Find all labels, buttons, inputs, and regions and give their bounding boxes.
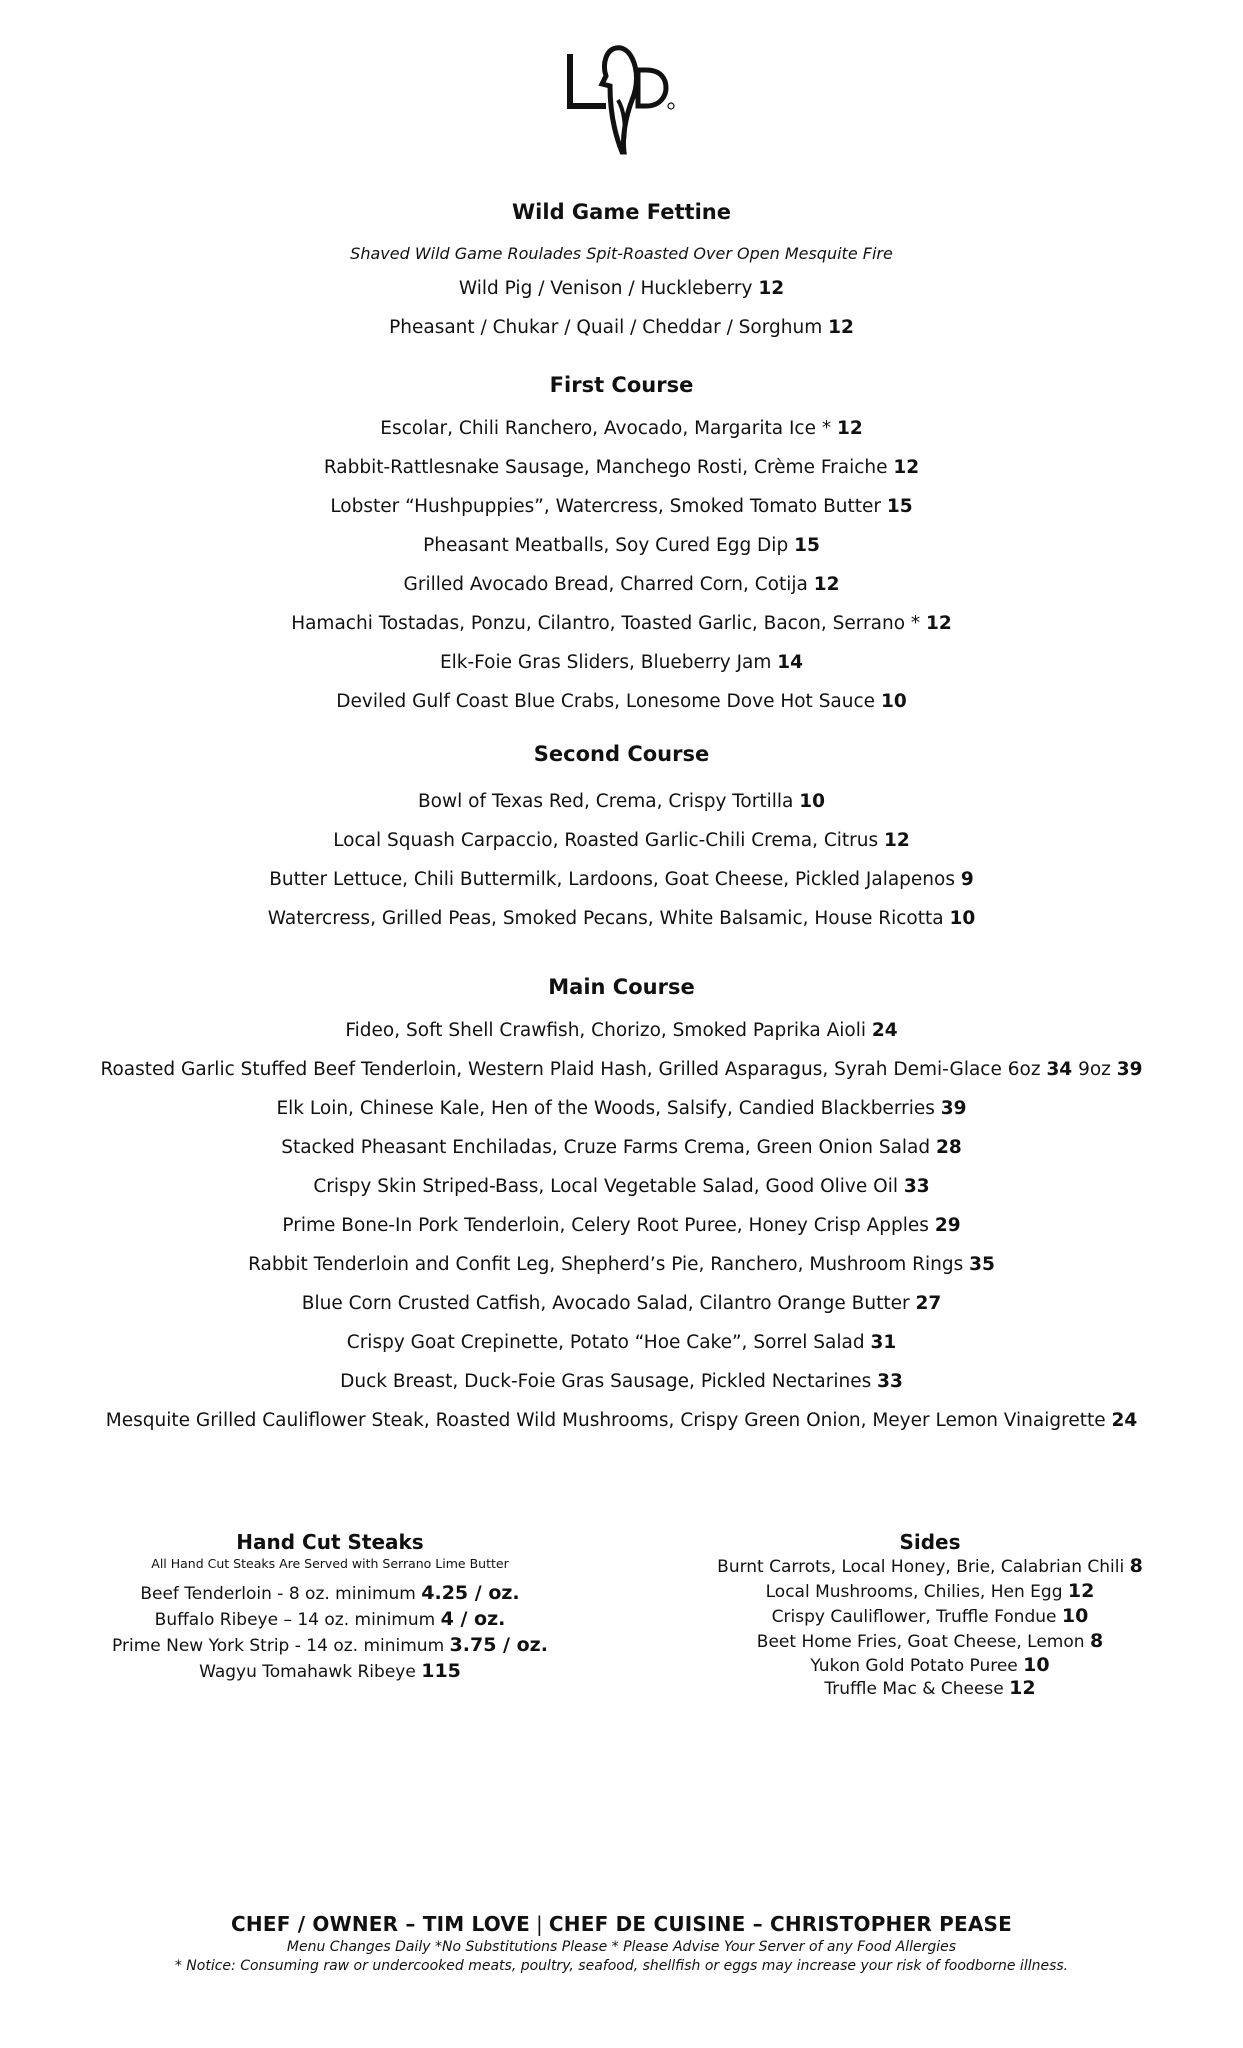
- second-course-section: [0, 742, 1243, 938]
- first-course-heading: First Course: [549, 373, 694, 397]
- menu-item: Deviled Gulf Coast Blue Crabs, Lonesome Dove Hot Sauce 10: [336, 691, 907, 712]
- steaks-section: [80, 1530, 580, 1685]
- health-notice: * Notice: Consuming raw or undercooked meats, poultry, seafood, shellfish or eggs may increase your risk of foodborne illness.: [174, 1958, 1069, 1974]
- fettine-section: [0, 200, 1243, 347]
- menu-item: Escolar, Chili Ranchero, Avocado, Margarita Ice * 12: [380, 418, 863, 439]
- fettine-heading: Wild Game Fettine: [512, 200, 731, 224]
- steaks-note: All Hand Cut Steaks Are Served with Serrano Lime Butter: [151, 1556, 509, 1571]
- lonesome-dove-bird-logo: [566, 40, 678, 160]
- menu-item: Grilled Avocado Bread, Charred Corn, Cotija 12: [403, 574, 840, 595]
- menu-item: Pheasant / Chukar / Quail / Cheddar / Sorghum 12: [389, 317, 854, 338]
- steak-item: Buffalo Ribeye – 14 oz. minimum 4 / oz.: [154, 1608, 506, 1630]
- footer: [0, 1912, 1243, 1976]
- main-course-section: [0, 975, 1243, 1440]
- side-item: Beet Home Fries, Goat Cheese, Lemon 8: [756, 1630, 1104, 1652]
- menu-item: Fideo, Soft Shell Crawfish, Chorizo, Smoked Paprika Aioli 24: [345, 1020, 898, 1041]
- menu-item: Butter Lettuce, Chili Buttermilk, Lardoons, Goat Cheese, Pickled Jalapenos 9: [269, 869, 974, 890]
- side-item: Yukon Gold Potato Puree 10: [810, 1654, 1050, 1676]
- menu-item: Local Squash Carpaccio, Roasted Garlic-Chili Crema, Citrus 12: [333, 830, 910, 851]
- first-course-section: [0, 373, 1243, 721]
- menu-item: Crispy Skin Striped-Bass, Local Vegetable Salad, Good Olive Oil 33: [313, 1176, 930, 1197]
- chef-credits: CHEF / OWNER – TIM LOVE | CHEF DE CUISINE – CHRISTOPHER PEASE: [231, 1912, 1012, 1936]
- menu-item: Wild Pig / Venison / Huckleberry 12: [458, 278, 785, 299]
- menu-item: Watercress, Grilled Peas, Smoked Pecans, White Balsamic, House Ricotta 10: [267, 908, 976, 929]
- menu-note: Menu Changes Daily *No Substitutions Please * Please Advise Your Server of any Food Allergies: [286, 1939, 957, 1955]
- menu-item: Roasted Garlic Stuffed Beef Tenderloin, Western Plaid Hash, Grilled Asparagus, Syrah Demi-Glace 6oz 34 9oz 39: [100, 1059, 1143, 1080]
- menu-item: Prime Bone-In Pork Tenderloin, Celery Root Puree, Honey Crisp Apples 29: [282, 1215, 961, 1236]
- menu-item: Rabbit Tenderloin and Confit Leg, Shepherd’s Pie, Ranchero, Mushroom Rings 35: [248, 1254, 995, 1275]
- menu-item: Blue Corn Crusted Catfish, Avocado Salad, Cilantro Orange Butter 27: [301, 1293, 942, 1314]
- side-item: Crispy Cauliflower, Truffle Fondue 10: [771, 1605, 1089, 1627]
- menu-item: Crispy Goat Crepinette, Potato “Hoe Cake”, Sorrel Salad 31: [346, 1332, 897, 1353]
- steak-item: Beef Tenderloin - 8 oz. minimum 4.25 / oz.: [140, 1582, 520, 1604]
- sides-section: [680, 1530, 1180, 1700]
- menu-item: Elk-Foie Gras Sliders, Blueberry Jam 14: [439, 652, 804, 673]
- steak-item: Prime New York Strip - 14 oz. minimum 3.75 / oz.: [112, 1634, 548, 1656]
- menu-item: Rabbit-Rattlesnake Sausage, Manchego Rosti, Crème Fraiche 12: [323, 457, 920, 478]
- menu-item: Lobster “Hushpuppies”, Watercress, Smoked Tomato Butter 15: [330, 496, 913, 517]
- steak-item: Wagyu Tomahawk Ribeye 115: [199, 1660, 461, 1682]
- fettine-subtitle: Shaved Wild Game Roulades Spit-Roasted Over Open Mesquite Fire: [350, 244, 893, 263]
- menu-item: Hamachi Tostadas, Ponzu, Cilantro, Toasted Garlic, Bacon, Serrano * 12: [291, 613, 952, 634]
- menu-item: Bowl of Texas Red, Crema, Crispy Tortilla 10: [417, 791, 826, 812]
- menu-item: Duck Breast, Duck-Foie Gras Sausage, Pickled Nectarines 33: [340, 1371, 903, 1392]
- menu-item: Pheasant Meatballs, Soy Cured Egg Dip 15: [423, 535, 820, 556]
- side-item: Local Mushrooms, Chilies, Hen Egg 12: [765, 1580, 1095, 1602]
- side-item: Burnt Carrots, Local Honey, Brie, Calabrian Chili 8: [717, 1555, 1143, 1577]
- menu-item: Elk Loin, Chinese Kale, Hen of the Woods, Salsify, Candied Blackberries 39: [276, 1098, 967, 1119]
- menu-item: Stacked Pheasant Enchiladas, Cruze Farms Crema, Green Onion Salad 28: [281, 1137, 962, 1158]
- menu-item: Mesquite Grilled Cauliflower Steak, Roasted Wild Mushrooms, Crispy Green Onion, Meyer Lemon Vinaigrette 24: [105, 1410, 1138, 1431]
- side-item: Truffle Mac & Cheese 12: [824, 1677, 1036, 1699]
- steaks-heading: Hand Cut Steaks: [236, 1530, 424, 1554]
- sides-heading: Sides: [899, 1530, 961, 1554]
- second-course-heading: Second Course: [533, 742, 710, 766]
- main-course-heading: Main Course: [548, 975, 695, 999]
